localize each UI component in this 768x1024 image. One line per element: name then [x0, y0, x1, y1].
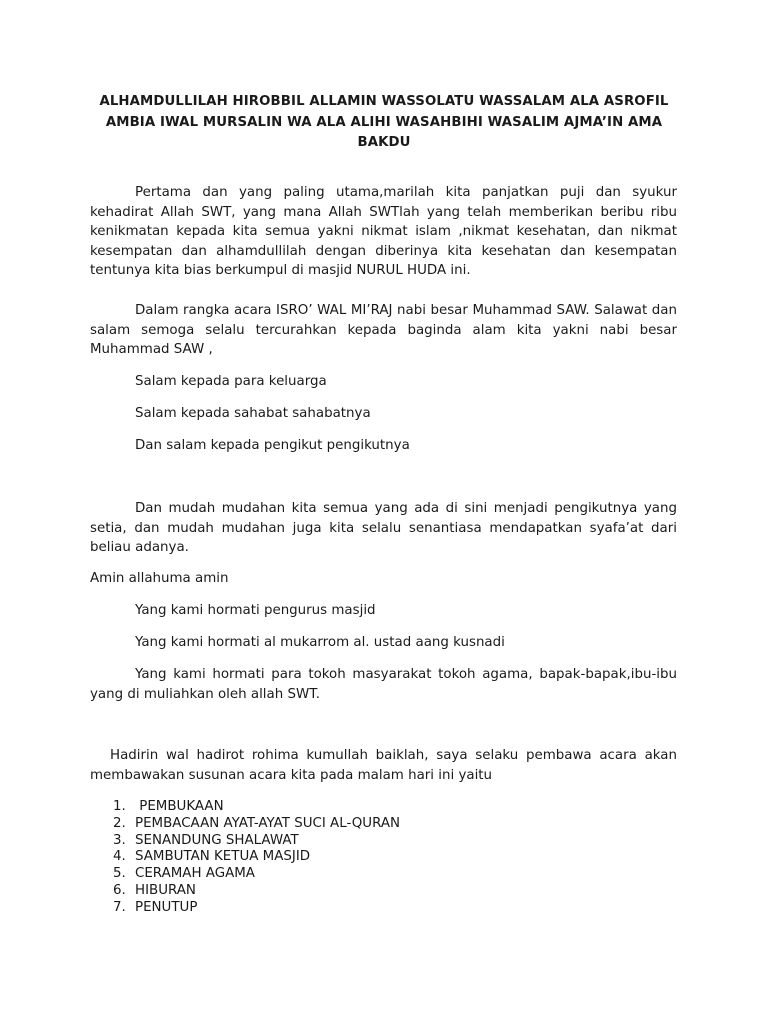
agenda-item — [113, 833, 400, 850]
document-title: ALHAMDULLILAH HIROBBIL ALLAMIN WASSOLATU WASSALAM ALA ASROFIL AMBIA IWAL MURSALIN WA ALA ALIHI WASAHBIHI WASALIM AJMA’IN AMA BAKDU — [99, 94, 669, 150]
agenda-label: HIBURAN — [135, 882, 196, 898]
agenda-item — [113, 866, 400, 883]
agenda-number: 3. — [113, 832, 126, 848]
agenda-label: SAMBUTAN KETUA MASJID — [135, 849, 311, 865]
paragraph-doa: Dan mudah mudahan kita semua yang ada di sini menjadi pengikutnya yang setia, dan mudah mudahan juga kita selalu senantiasa mendapatkan syafa’at dari beliau adanya. — [90, 501, 677, 555]
agenda-item — [113, 883, 400, 900]
agenda-number: 2. — [113, 815, 126, 831]
agenda-number: 4. — [113, 849, 126, 865]
agenda-item — [113, 816, 400, 833]
salam-pengikut: Dan salam kepada pengikut pengikutnya — [135, 438, 410, 453]
paragraph-isra-miraj: Dalam rangka acara ISRO’ WAL MI’RAJ nabi besar Muhammad SAW. Salawat dan salam semoga selalu tercurahkan kepada baginda alam kita yakni nabi besar Muhammad SAW , — [90, 303, 677, 357]
hormat-ustad: Yang kami hormati al mukarrom al. ustad aang kusnadi — [135, 635, 505, 650]
agenda-label: SENANDUNG SHALAWAT — [135, 832, 299, 848]
agenda-label: PEMBACAAN AYAT-AYAT SUCI AL-QURAN — [135, 815, 401, 831]
agenda-item — [113, 900, 400, 917]
agenda-item — [113, 799, 400, 816]
amin-line: Amin allahuma amin — [90, 571, 229, 586]
agenda-number: 1. — [113, 799, 126, 814]
agenda-item — [113, 849, 400, 866]
agenda-number: 6. — [113, 882, 126, 898]
agenda-label: PEMBUKAAN — [135, 799, 224, 814]
agenda-label: CERAMAH AGAMA — [135, 866, 255, 882]
hormat-pengurus: Yang kami hormati pengurus masjid — [135, 603, 376, 618]
salam-sahabat: Salam kepada sahabat sahabatnya — [135, 406, 371, 421]
agenda-number: 5. — [113, 866, 126, 882]
agenda-label: PENUTUP — [135, 899, 198, 915]
salam-keluarga: Salam kepada para keluarga — [135, 374, 327, 389]
agenda-number: 7. — [113, 899, 126, 915]
agenda-list — [113, 799, 400, 917]
hormat-tokoh: Yang kami hormati para tokoh masyarakat tokoh agama, bapak-bapak,ibu-ibu yang di muliahkan oleh allah SWT. — [90, 667, 677, 702]
paragraph-susunan-acara: Hadirin wal hadirot rohima kumullah baiklah, saya selaku pembawa acara akan membawakan susunan acara kita pada malam hari ini yaitu — [90, 748, 677, 783]
paragraph-opening: Pertama dan yang paling utama,marilah kita panjatkan puji dan syukur kehadirat Allah SWT, yang mana Allah SWTlah yang telah memberikan beribu ribu kenikmatan kepada kita semua yakni nikmat islam ,nikmat kesehatan, dan nikmat kesempatan dan alhamdullilah dengan diberinya kita kesehatan dan kesempatan tentunya kita bias berkumpul di masjid NURUL HUDA ini. — [90, 185, 677, 278]
